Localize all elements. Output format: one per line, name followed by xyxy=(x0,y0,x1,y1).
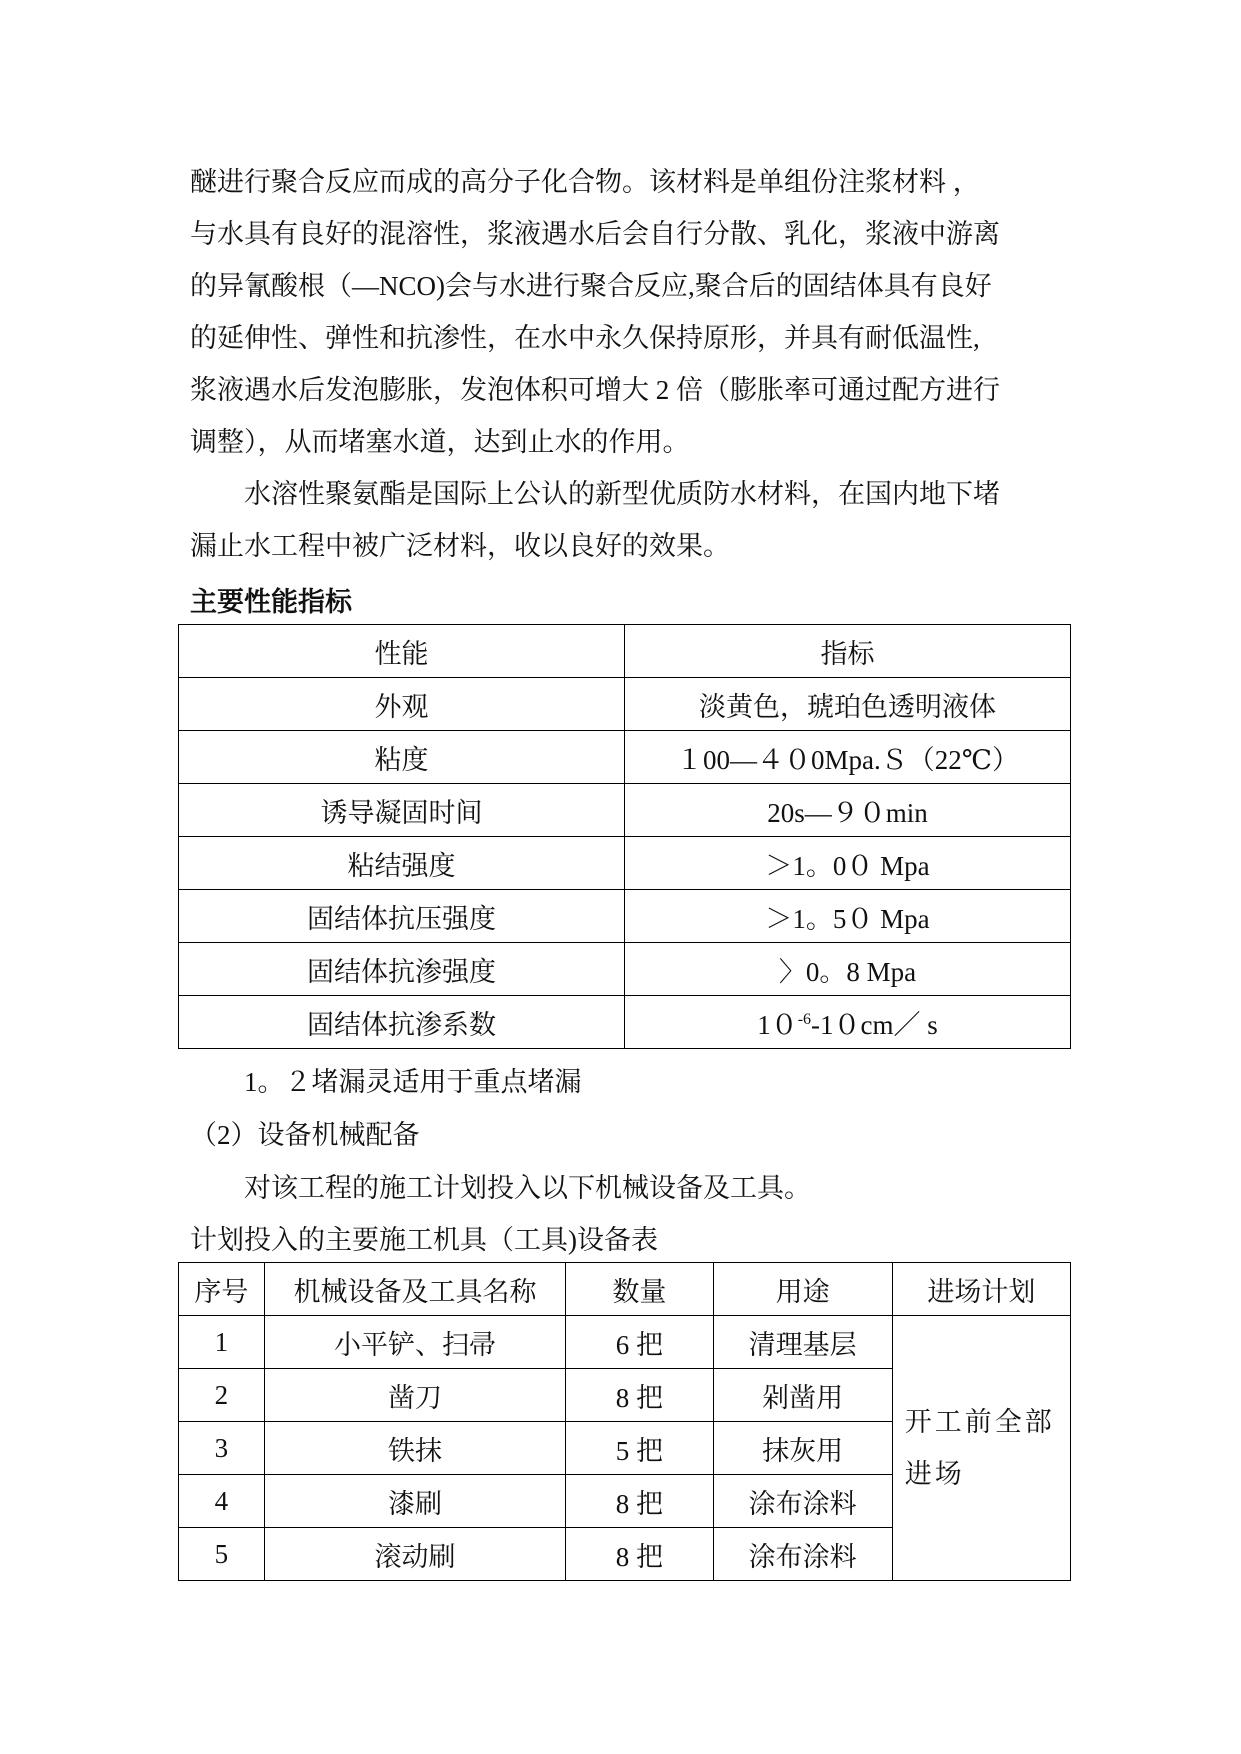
text-line: 漏止水工程中被广泛材料，收以良好的效果。 xyxy=(190,531,730,561)
table-row xyxy=(179,890,1071,943)
text-line: 的延伸性、弹性和抗渗性，在水中永久保持原形，并具有耐低温性, xyxy=(190,323,980,353)
index-cell: 4 xyxy=(179,1475,265,1528)
header-cell: 用途 xyxy=(713,1263,892,1316)
name-cell: 铁抹 xyxy=(264,1422,566,1475)
table-row xyxy=(179,943,1071,996)
header-cell: 性能 xyxy=(179,625,625,678)
performance-table xyxy=(178,624,1071,1049)
index-cell: 1 xyxy=(179,1316,265,1369)
index-cell: 2 xyxy=(179,1369,265,1422)
perf-value-cell: 淡黄色，琥珀色透明液体 xyxy=(625,678,1071,731)
perf-value-cell: ＞1。5０ Mpa xyxy=(625,890,1071,943)
quantity-cell: 6 把 xyxy=(566,1316,713,1369)
second-paragraph xyxy=(190,468,1070,572)
name-cell: 凿刀 xyxy=(264,1369,566,1422)
text-line: 与水具有良好的混溶性，浆液遇水后会自行分散、乳化，浆液中游离 xyxy=(190,219,1000,249)
value-exponent: -6 xyxy=(797,1010,812,1028)
perf-label-cell: 粘度 xyxy=(179,731,625,784)
perf-value-cell: 〉0。8 Mpa xyxy=(625,943,1071,996)
table-row xyxy=(179,731,1071,784)
quantity-cell: 5 把 xyxy=(566,1422,713,1475)
equipment-table xyxy=(178,1262,1071,1581)
perf-value-cell: ＞1。0０ Mpa xyxy=(625,837,1071,890)
perf-label-cell: 粘结强度 xyxy=(179,837,625,890)
quantity-cell: 8 把 xyxy=(566,1475,713,1528)
text-line: 浆液遇水后发泡膨胀，发泡体积可增大 2 倍（膨胀率可通过配方进行 xyxy=(190,375,1000,405)
usage-cell: 清理基层 xyxy=(713,1316,892,1369)
table-header-row xyxy=(179,1263,1071,1316)
name-cell: 滚动刷 xyxy=(264,1528,566,1581)
table-row xyxy=(179,678,1071,731)
usage-cell: 涂布涂料 xyxy=(713,1475,892,1528)
index-cell: 5 xyxy=(179,1528,265,1581)
text-line: 水溶性聚氨酯是国际上公认的新型优质防水材料，在国内地下堵 xyxy=(244,479,1000,509)
value-unit: -1０cm／ s xyxy=(811,1009,938,1040)
line-item: 1。２堵漏灵适用于重点堵漏 xyxy=(244,1067,582,1097)
text-line: 醚进行聚合反应而成的高分子化合物。该材料是单组份注浆材料 ， xyxy=(190,167,980,197)
section-intro: 对该工程的施工计划投入以下机械设备及工具。 xyxy=(244,1173,811,1203)
name-cell: 小平铲、扫帚 xyxy=(264,1316,566,1369)
table-row xyxy=(179,996,1071,1049)
usage-cell: 抹灰用 xyxy=(713,1422,892,1475)
intro-paragraph xyxy=(190,156,1070,468)
perf-label-cell: 诱导凝固时间 xyxy=(179,784,625,837)
perf-value-cell xyxy=(625,996,1071,1049)
table-row xyxy=(179,784,1071,837)
perf-value-cell: 20s—９０min xyxy=(625,784,1071,837)
index-cell: 3 xyxy=(179,1422,265,1475)
perf-value-cell: １00—４０0Mpa.Ｓ（22℃） xyxy=(625,731,1071,784)
perf-label-cell: 固结体抗渗系数 xyxy=(179,996,625,1049)
text-line: 的异氰酸根（—NCO)会与水进行聚合反应,聚合后的固结体具有良好 xyxy=(190,271,992,301)
header-cell: 进场计划 xyxy=(892,1263,1070,1316)
section-title: （2）设备机械配备 xyxy=(190,1120,420,1150)
table-header-row xyxy=(179,625,1071,678)
header-cell: 数量 xyxy=(566,1263,713,1316)
perf-heading: 主要性能指标 xyxy=(190,587,352,617)
header-cell: 指标 xyxy=(625,625,1071,678)
header-cell: 机械设备及工具名称 xyxy=(264,1263,566,1316)
plan-cell: 开工前全部进场 xyxy=(892,1316,1070,1581)
name-cell: 漆刷 xyxy=(264,1475,566,1528)
usage-cell: 剁凿用 xyxy=(713,1369,892,1422)
perf-label-cell: 固结体抗压强度 xyxy=(179,890,625,943)
table-row xyxy=(179,1316,1071,1369)
quantity-cell: 8 把 xyxy=(566,1369,713,1422)
equip-table-title: 计划投入的主要施工机具（工具)设备表 xyxy=(190,1225,658,1255)
header-cell: 序号 xyxy=(179,1263,265,1316)
text-line: 调整），从而堵塞水道，达到止水的作用。 xyxy=(190,427,690,457)
perf-label-cell: 外观 xyxy=(179,678,625,731)
quantity-cell: 8 把 xyxy=(566,1528,713,1581)
perf-label-cell: 固结体抗渗强度 xyxy=(179,943,625,996)
value-base: 1０ xyxy=(757,1009,798,1040)
usage-cell: 涂布涂料 xyxy=(713,1528,892,1581)
table-row xyxy=(179,837,1071,890)
